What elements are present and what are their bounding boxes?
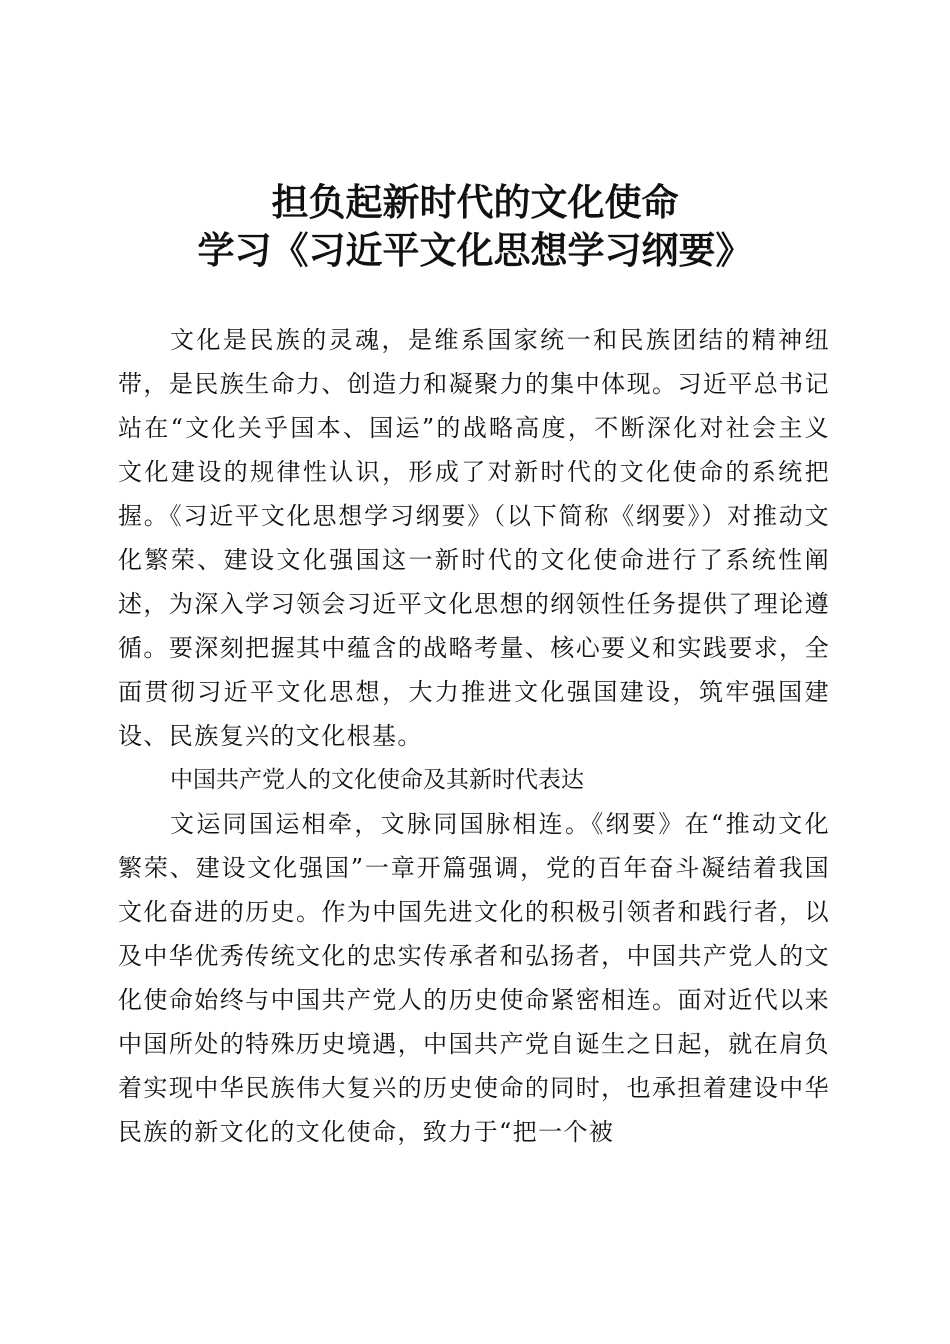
section-paragraph: 文运同国运相牵，文脉同国脉相连。《纲要》在“推动文化繁荣、建设文化强国”一章开篇强调，党的百年奋斗凝结着我国文化奋进的历史。作为中国先进文化的积极引领者和践行者，以及中华优秀传统文化的忠实传承者和弘扬者，中国共产党人的文化使命始终与中国共产党人的历史使命紧密相连。面对近代以来中国所处的特殊历史境遇，中国共产党自诞生之日起，就在肩负着实现中华民族伟大复兴的历史使命的同时，也承担着建设中华民族的新文化的文化使命，致力于“把一个被 [118,810,830,1146]
section-heading: 中国共产党人的文化使命及其新时代表达 [170,767,584,793]
document-body [118,318,830,1154]
document-title [0,178,950,274]
title-line-1: 担负起新时代的文化使命 [271,180,679,224]
intro-paragraph: 文化是民族的灵魂，是维系国家统一和民族团结的精神纽带，是民族生命力、创造力和凝聚力的集中体现。习近平总书记站在“文化关乎国本、国运”的战略高度，不断深化对社会主义文化建设的规律性认识，形成了对新时代的文化使命的系统把握。《习近平文化思想学习纲要》（以下简称《纲要》）对推动文化繁荣、建设文化强国这一新时代的文化使命进行了系统性阐述，为深入学习领会习近平文化思想的纲领性任务提供了理论遵循。要深刻把握其中蕴含的战略考量、核心要义和实践要求，全面贯彻习近平文化思想，大力推进文化强国建设，筑牢强国建设、民族复兴的文化根基。 [118,326,830,750]
title-line-2: 学习《习近平文化思想学习纲要》 [197,228,753,272]
